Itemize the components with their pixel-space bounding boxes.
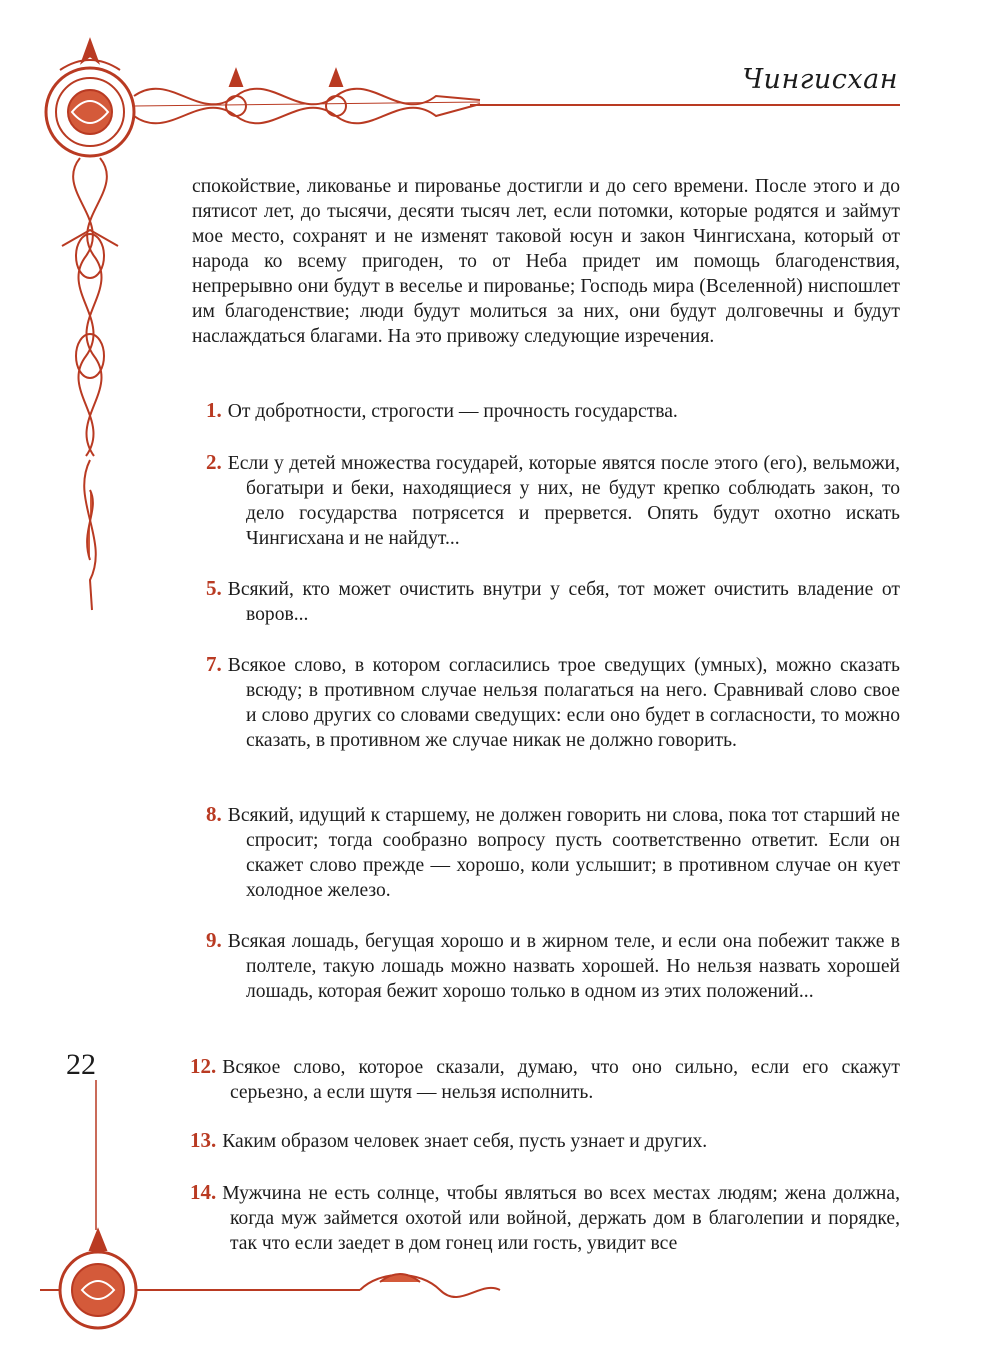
saying-text: Всякий, кто может очистить внутри у себя, тот может очистить владение от воров...	[227, 579, 900, 625]
saying-number: 14.	[190, 1180, 217, 1204]
saying-number: 5.	[206, 576, 222, 600]
saying-text: Каким образом человек знает себя, пусть узнает и других.	[222, 1131, 708, 1152]
saying-text: Всякое слово, в котором согласились трое сведущих (умных), можно сказать всюду; в противном случае нельзя полагаться на него. Сравнивай слово свое и слово других со словами сведущих: если оно будет в согласности, то можно сказать, в противном же случае никак не должно говорить.	[227, 655, 900, 751]
page-number: 22	[66, 1048, 96, 1081]
saying-item	[206, 802, 900, 903]
saying-number: 1.	[206, 398, 222, 422]
saying-item	[190, 1054, 900, 1105]
saying-text: Всякая лошадь, бегущая хорошо и в жирном теле, и если она побежит также в полтеле, такую лошадь можно назвать хорошей. Но нельзя назвать хорошей лошадь, которая бежит хорошо только в одном из этих положений...	[227, 931, 900, 1002]
saying-text: От добротности, строгости — прочность государства.	[227, 401, 678, 422]
saying-item	[190, 1128, 900, 1154]
saying-number: 9.	[206, 928, 222, 952]
top-braid-ornament	[134, 70, 480, 123]
left-braid-ornament	[62, 158, 118, 610]
saying-text: Всякий, идущий к старшему, не должен говорить ни слова, пока тот старший не спросит; тогда сообразно вопросу пусть соответственно ответит. Если он скажет слово прежде — хорошо, коли услышит; в противном случае он кует холодное железо.	[227, 805, 900, 901]
saying-text: Всякое слово, которое сказали, думаю, что оно сильно, если его скажут серьезно, а если шутя — нельзя исполнить.	[222, 1057, 900, 1103]
saying-text: Если у детей множества государей, которые явятся после этого (его), вельможи, богатыри и беки, находящиеся у них, не будут крепко соблюдать закон, то дело государства потрясется и прервется. Опять будут охотно искать Чингисхана и не найдут...	[227, 453, 900, 549]
saying-number: 2.	[206, 450, 222, 474]
saying-item	[206, 398, 900, 424]
saying-item	[206, 450, 900, 551]
saying-number: 7.	[206, 652, 222, 676]
running-head: Чингисхан	[742, 64, 898, 95]
saying-item	[206, 576, 900, 627]
saying-item	[206, 652, 900, 753]
saying-item	[190, 1180, 900, 1256]
saying-number: 8.	[206, 802, 222, 826]
saying-item	[206, 928, 900, 1004]
bottom-medallion-ornament	[40, 1230, 156, 1328]
header-rule	[470, 104, 900, 106]
intro-paragraph: спокойствие, ликованье и пированье достигли и до сего времени. После этого и до пятисот лет, до тысячи, десяти тысяч лет, если потомки, которые родятся и займут мое место, сохранят и не изменят таковой юсун и закон Чингисхана, который от народа ко всему пригоден, то от Неба придет им помощь благоденствия, непрерывно они будут в веселье и пированье; Господь мира (Вселенной) ниспошлет им благоденствие; люди будут молиться за них, они будут долговечны и будут наслаждаться благами. На это привожу следующие изречения.	[192, 176, 900, 347]
saying-text: Мужчина не есть солнце, чтобы являться во всех местах людям; жена должна, когда муж займется охотой или войной, держать дом в благолепии и порядке, так что если заедет в дом гонец или гость, увидит все	[222, 1183, 900, 1254]
bottom-scroll-ornament	[150, 1274, 500, 1297]
saying-number: 13.	[190, 1128, 217, 1152]
saying-number: 12.	[190, 1054, 217, 1078]
top-medallion-ornament	[46, 40, 134, 156]
